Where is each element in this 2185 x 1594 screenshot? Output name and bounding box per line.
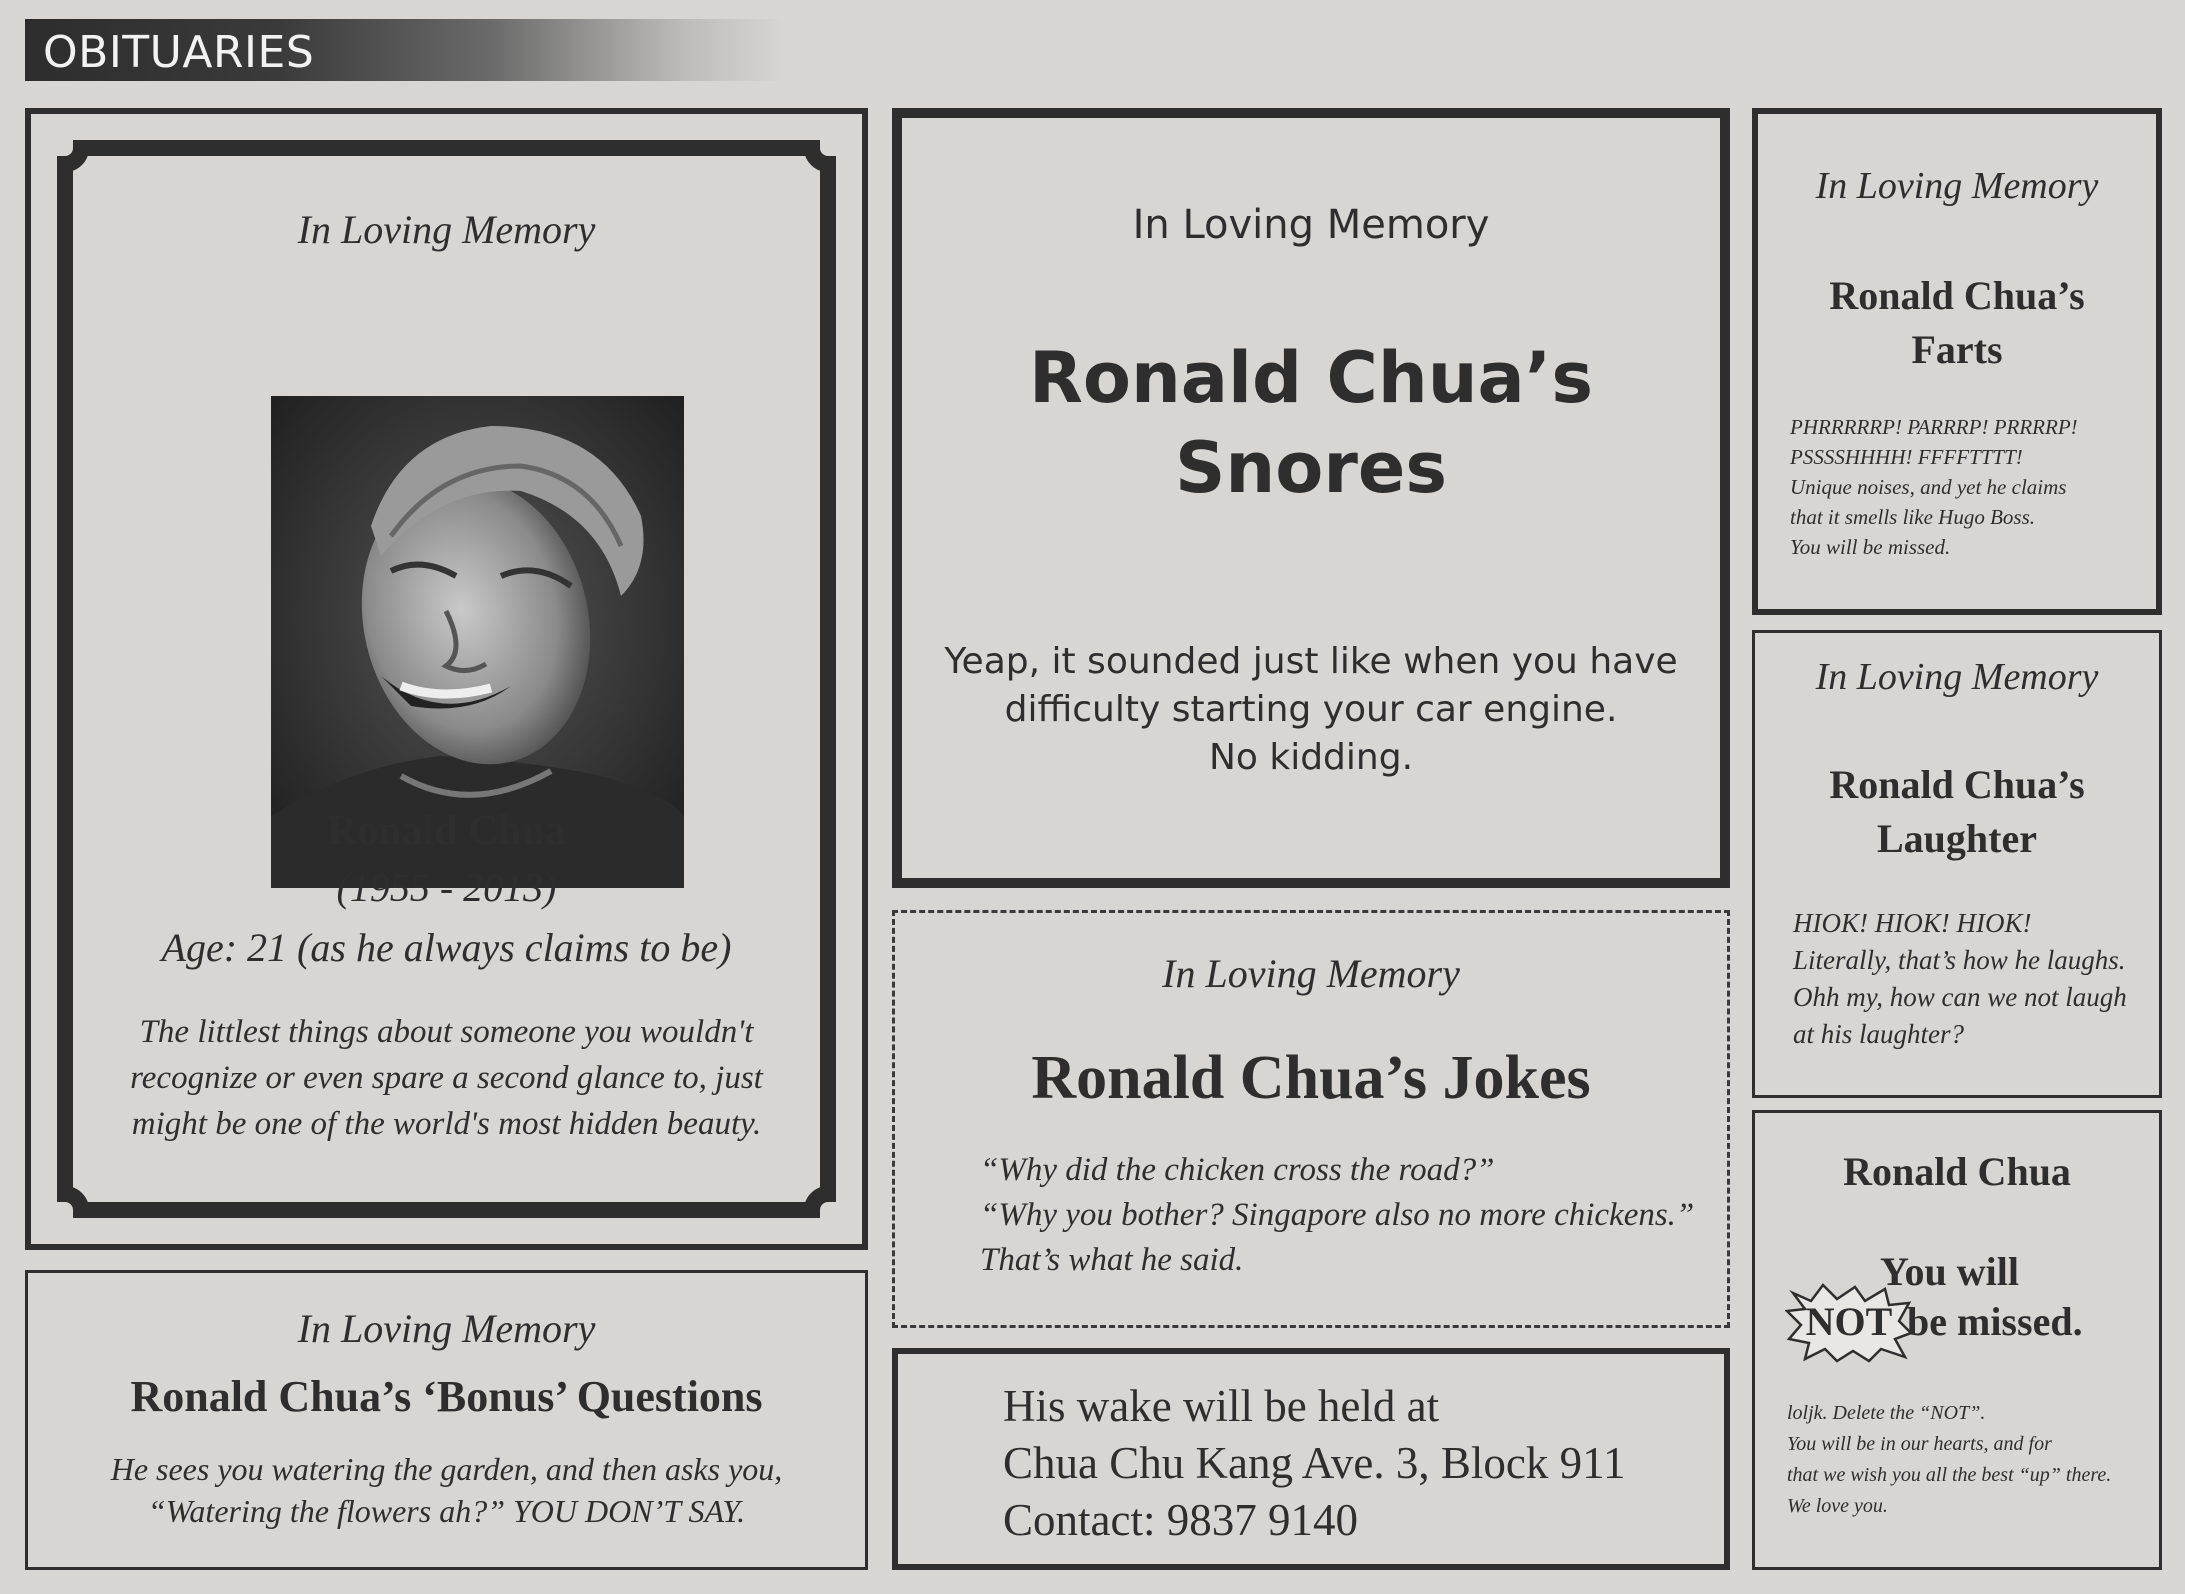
farts-text — [1790, 412, 2160, 562]
snores-title-line: Ronald Chua’s — [1028, 337, 1594, 419]
deceased-name: Ronald Chua — [326, 808, 567, 854]
bonus-title: Ronald Chua’s ‘Bonus’ Questions — [130, 1372, 763, 1421]
section-title: OBITUARIES — [43, 27, 315, 78]
missed-note-line: You will be in our hearts, and for — [1787, 1433, 2052, 1455]
snores-line: difficulty starting your car engine. — [1004, 689, 1618, 730]
main-heading: In Loving Memory — [297, 207, 596, 252]
jokes-title: Ronald Chua’s Jokes — [1031, 1044, 1591, 1112]
missed-note-line: loljk. Delete the “NOT”. — [1787, 1402, 1986, 1424]
farts-line: that it smells like Hugo Boss. — [1790, 505, 2035, 529]
laughter-card — [1752, 630, 2162, 1098]
missed-line2: be missed. — [1907, 1299, 2083, 1344]
bonus-line: “Watering the flowers ah?” YOU DON’T SAY. — [147, 1493, 746, 1529]
laughter-line: Ohh my, how can we not laugh — [1793, 982, 2127, 1012]
jokes-line: “Why you bother? Singapore also no more chickens.” — [980, 1197, 1695, 1233]
missed-name: Ronald Chua — [1843, 1149, 2071, 1194]
main-quote — [31, 1009, 862, 1147]
missed-note-line: that we wish you all the best “up” there. — [1787, 1464, 2112, 1486]
wake-address: Chua Chu Kang Ave. 3, Block 911 — [1003, 1438, 1626, 1488]
not-word: NOT — [1805, 1299, 1893, 1344]
life-years: (1955 - 2013) — [336, 865, 557, 910]
wake-text — [1003, 1378, 1723, 1549]
farts-line: You will be missed. — [1790, 535, 1951, 559]
missed-text — [1787, 1398, 2159, 1522]
not-missed-card — [1752, 1110, 2162, 1570]
snores-heading: In Loving Memory — [1132, 202, 1490, 248]
laughter-line: at his laughter? — [1793, 1019, 1965, 1049]
wake-contact: Contact: 9837 9140 — [1003, 1495, 1358, 1545]
laughter-heading: In Loving Memory — [1815, 656, 2099, 698]
jokes-line: That’s what he said. — [980, 1242, 1244, 1278]
snores-line: No kidding. — [1208, 737, 1414, 778]
farts-line: PHRRRRRP! PARRRP! PRRRRP! — [1790, 415, 2078, 439]
jokes-line: “Why did the chicken cross the road?” — [980, 1152, 1495, 1188]
quote-line: The littlest things about someone you wouldn't — [139, 1014, 754, 1050]
jokes-heading: In Loving Memory — [1162, 951, 1460, 996]
farts-line: PSSSSHHHH! FFFFTTTT! — [1790, 445, 2023, 469]
laughter-title-line: Laughter — [1877, 816, 2037, 861]
laughter-line: Literally, that’s how he laughs. — [1793, 945, 2126, 975]
bonus-text — [28, 1448, 865, 1532]
jokes-card — [892, 910, 1730, 1328]
snores-title — [902, 333, 1720, 513]
wake-details-card — [892, 1348, 1730, 1570]
quote-line: might be one of the world's most hidden beauty. — [131, 1106, 762, 1142]
farts-card — [1752, 108, 2162, 615]
snores-text — [902, 638, 1720, 782]
laughter-text — [1793, 905, 2157, 1053]
snores-line: Yeap, it sounded just like when you have — [944, 641, 1678, 682]
farts-heading: In Loving Memory — [1815, 165, 2099, 207]
bonus-questions-card — [25, 1270, 868, 1570]
wake-line: His wake will be held at — [1003, 1381, 1440, 1431]
laughter-title-line: Ronald Chua’s — [1829, 762, 2085, 807]
quote-line: recognize or even spare a second glance to, just — [130, 1060, 763, 1096]
missed-note-line: We love you. — [1787, 1495, 1888, 1517]
missed-line1: You will — [1880, 1249, 2019, 1294]
laughter-line: HIOK! HIOK! HIOK! — [1793, 908, 2032, 938]
main-obituary-card — [25, 108, 868, 1250]
section-header — [25, 19, 870, 81]
farts-line: Unique noises, and yet he claims — [1790, 475, 2067, 499]
bonus-heading: In Loving Memory — [297, 1306, 596, 1351]
age-line: Age: 21 (as he always claims to be) — [161, 925, 732, 970]
jokes-text — [980, 1148, 1720, 1283]
snores-title-line: Snores — [1174, 427, 1447, 509]
farts-title-line: Farts — [1911, 327, 2003, 372]
snores-card — [892, 108, 1730, 888]
bonus-line: He sees you watering the garden, and then asks you, — [110, 1451, 783, 1487]
farts-title — [1758, 269, 2156, 377]
laughter-title — [1755, 758, 2159, 866]
farts-title-line: Ronald Chua’s — [1829, 273, 2085, 318]
